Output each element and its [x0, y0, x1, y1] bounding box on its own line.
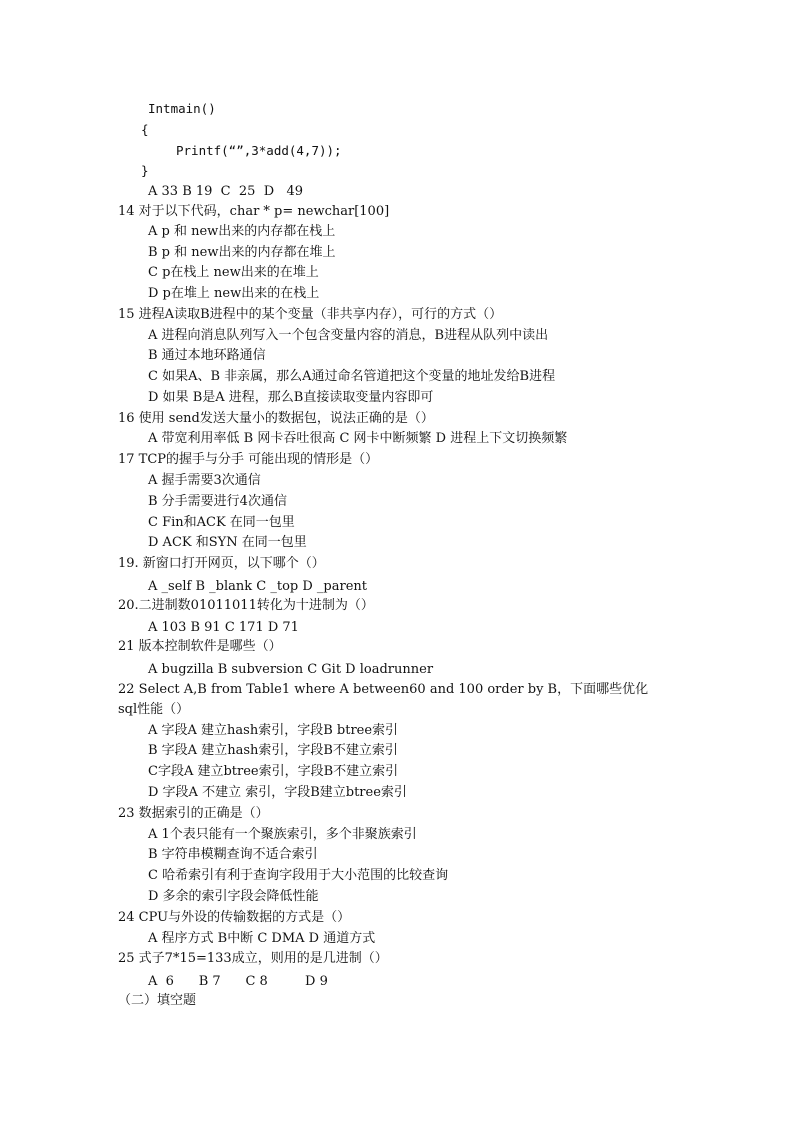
- option: A _self B _blank C _top D _parent: [148, 579, 368, 594]
- option: D 字段A 不建立 索引，字段B建立btree索引: [148, 785, 407, 800]
- question-24: 24 CPU与外设的传输数据的方式是（）: [118, 910, 351, 925]
- option: D 如果 B是A 进程，那么B直接读取变量内容即可: [148, 390, 434, 405]
- option: A 字段A 建立hash索引，字段B btree索引: [148, 723, 399, 738]
- q13-options: A 33 B 19 C 25 D 49: [148, 184, 304, 199]
- option: B p 和 new出来的内存都在堆上: [148, 245, 336, 260]
- option: A p 和 new出来的内存都在栈上: [148, 224, 336, 239]
- option: C Fin和ACK 在同一包里: [148, 515, 295, 530]
- option: D ACK 和SYN 在同一包里: [148, 535, 307, 550]
- question-14: 14 对于以下代码，char * p= newchar[100]: [118, 204, 390, 219]
- option: B 分手需要进行4次通信: [148, 494, 287, 509]
- option: A 程序方式 B中断 C DMA D 通道方式: [148, 931, 376, 946]
- question-22-cont: sql性能（）: [118, 702, 190, 717]
- question-16: 16 使用 send发送大量小的数据包，说法正确的是（）: [118, 411, 434, 426]
- option: A 6 B 7 C 8 D 9: [148, 974, 328, 989]
- option: A 带宽利用率低 B 网卡吞吐很高 C 网卡中断频繁 D 进程上下文切换频繁: [148, 431, 568, 446]
- option: C p在栈上 new出来的在堆上: [148, 265, 319, 280]
- code-line: Printf(“”,3*add(4,7));: [176, 143, 342, 158]
- option: B 字符串模糊查询不适合索引: [148, 847, 318, 862]
- code-line: {: [141, 122, 149, 137]
- question-23: 23 数据索引的正确是（）: [118, 806, 269, 821]
- option: A 进程向消息队列写入一个包含变量内容的消息，B进程从队列中读出: [148, 328, 549, 343]
- option: A bugzilla B subversion C Git D loadrunner: [148, 662, 434, 677]
- option: B 通过本地环路通信: [148, 348, 266, 363]
- question-17: 17 TCP的握手与分手 可能出现的情形是（）: [118, 452, 379, 467]
- option: C 如果A、B 非亲属，那么A通过命名管道把这个变量的地址发给B进程: [148, 369, 556, 384]
- option: D 多余的索引字段会降低性能: [148, 889, 319, 904]
- option: A 握手需要3次通信: [148, 473, 261, 488]
- option: B 字段A 建立hash索引，字段B不建立索引: [148, 743, 398, 758]
- option: A 103 B 91 C 171 D 71: [148, 620, 299, 635]
- section-heading: （二）填空题: [118, 993, 197, 1008]
- option: A 1个表只能有一个聚族索引，多个非聚族索引: [148, 827, 417, 842]
- question-25: 25 式子7*15=133成立，则用的是几进制（）: [118, 951, 388, 966]
- code-line: }: [141, 163, 149, 178]
- question-20: 20.二进制数01011011转化为十进制为（）: [118, 598, 374, 613]
- option: C 哈希索引有利于查询字段用于大小范围的比较查询: [148, 868, 449, 883]
- option: D p在堆上 new出来的在栈上: [148, 286, 320, 301]
- question-21: 21 版本控制软件是哪些（）: [118, 639, 282, 654]
- option: C字段A 建立btree索引，字段B不建立索引: [148, 764, 399, 779]
- question-15: 15 进程A读取B进程中的某个变量（非共享内存），可行的方式（）: [118, 307, 503, 322]
- code-line: Intmain(): [148, 101, 216, 116]
- question-22: 22 Select A,B from Table1 where A between60 and 100 order by B，下面哪些优化: [118, 682, 649, 697]
- question-19: 19. 新窗口打开网页，以下哪个（）: [118, 556, 325, 571]
